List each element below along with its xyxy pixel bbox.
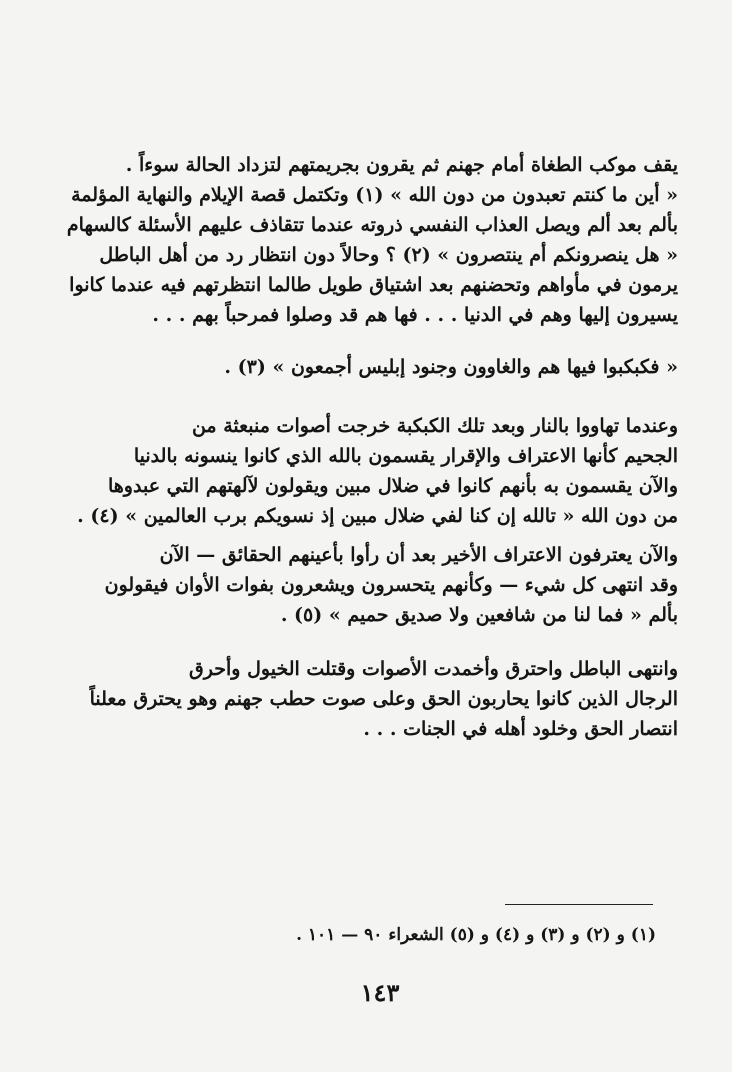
text-line: بألم بعد ألم ويصل العذاب النفسي ذروته عندما تتقاذف عليهم الأسئلة كالسهام bbox=[66, 214, 678, 236]
paragraph-5 bbox=[89, 654, 678, 744]
text-line: من دون الله « تالله إن كنا لفي ضلال مبين إذ نسويكم برب العالمين » (٤) . bbox=[77, 505, 678, 527]
paragraph-3 bbox=[77, 411, 678, 531]
quranic-quote: « فكبكبوا فيها هم والغاوون وجنود إبليس أجمعون » (٣) . bbox=[224, 356, 678, 378]
text-line: وقد انتهى كل شيء — وكأنهم يتحسرون ويشعرون بفوات الأوان فيقولون bbox=[104, 574, 678, 596]
text-line: انتصار الحق وخلود أهله في الجنات . . . bbox=[363, 718, 678, 740]
paragraph-2-quote bbox=[118, 352, 678, 382]
text-line: الجحيم كأنها الاعتراف والإقرار يقسمون بالله الذي كانوا ينسونه بالدنيا bbox=[133, 445, 678, 467]
text-line: وعندما تهاووا بالنار وبعد تلك الكبكبة خرجت أصوات منبعثة من bbox=[191, 415, 678, 437]
paragraph-4 bbox=[104, 540, 678, 630]
text-line: « أين ما كنتم تعبدون من دون الله » (١) وتكتمل قصة الإيلام والنهاية المؤلمة bbox=[71, 184, 678, 206]
footnote: (١) و (٢) و (٣) و (٤) و (٥) الشعراء ٩٠ — ١٠١ . bbox=[296, 925, 656, 945]
text-line: يرمون في مأواهم وتحضنهم بعد اشتياق طويل طالما انتظرتهم فيه عندما كانوا bbox=[69, 274, 678, 296]
text-line: « هل ينصرونكم أم ينتصرون » (٢) ؟ وحالاً دون انتظار رد من أهل الباطل bbox=[99, 244, 678, 266]
text-line: بألم « فما لنا من شافعين ولا صديق حميم » (٥) . bbox=[280, 604, 678, 626]
paragraph-1 bbox=[66, 150, 678, 330]
text-line: يسيرون إليها وهم في الدنيا . . . فها هم قد وصلوا فمرحباً بهم . . . bbox=[152, 304, 678, 326]
page-number: ١٤٣ bbox=[360, 978, 400, 1007]
footnote-divider bbox=[505, 904, 653, 905]
text-line: والآن يقسمون به بأنهم كانوا في ضلال مبين ويقولون لآلهتهم التي عبدوها bbox=[108, 475, 678, 497]
text-line: يقف موكب الطغاة أمام جهنم ثم يقرون بجريمتهم لتزداد الحالة سوءاً . bbox=[125, 154, 678, 176]
text-line: والآن يعترفون الاعتراف الأخير بعد أن رأوا بأعينهم الحقائق — الآن bbox=[159, 544, 678, 566]
text-line: وانتهى الباطل واحترق وأخمدت الأصوات وقتلت الخيول وأحرق bbox=[189, 658, 678, 680]
text-line: الرجال الذين كانوا يحاربون الحق وعلى صوت حطب جهنم وهو يحترق معلناً bbox=[89, 688, 678, 710]
